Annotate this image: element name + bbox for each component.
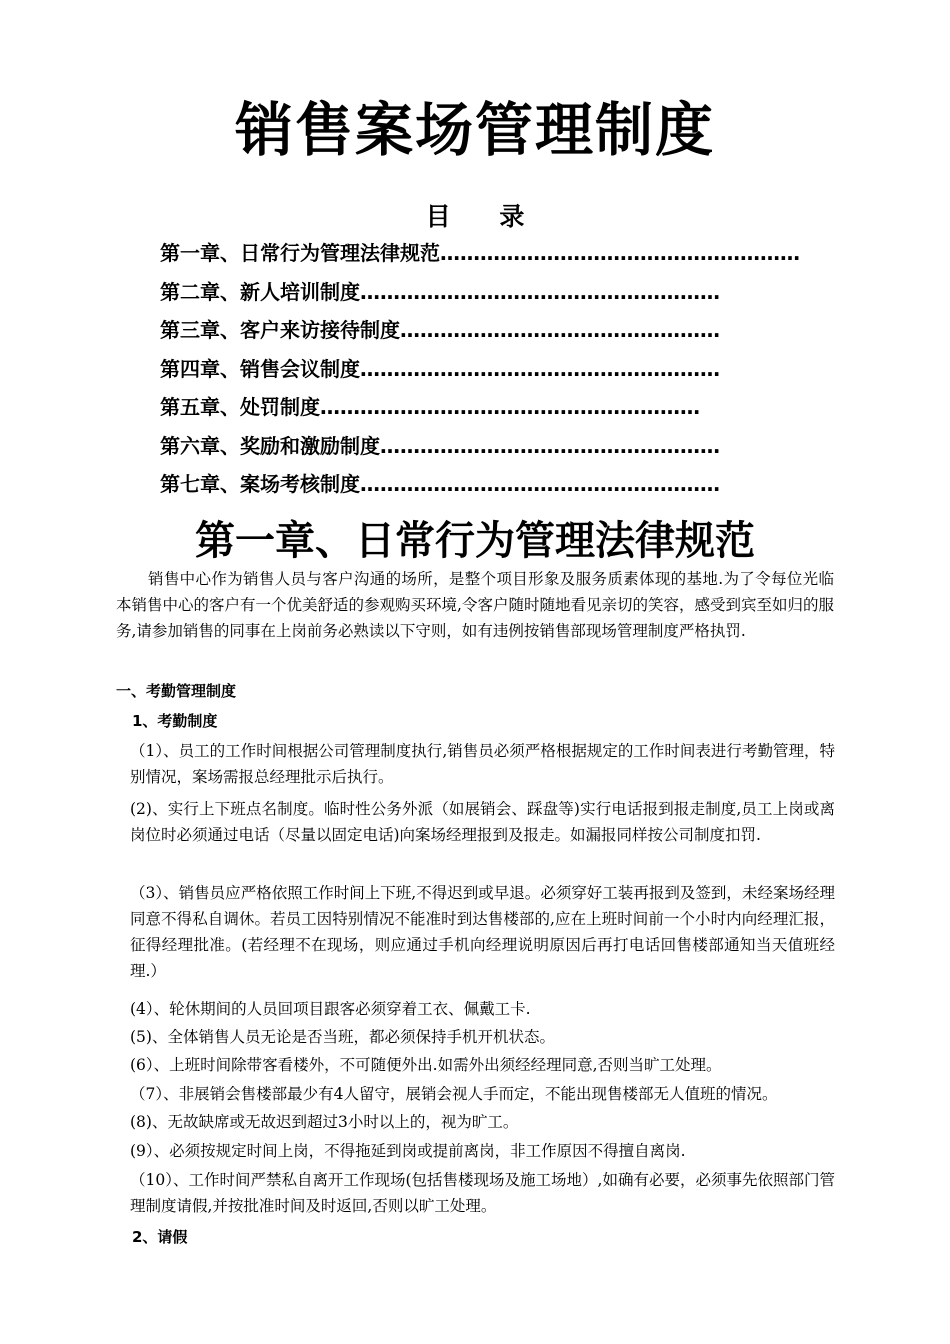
toc-entry-label: 第五章、处罚制度 xyxy=(160,395,320,419)
rule-item: (2)、实行上下班点名制度。临时性公务外派（如展销会、踩盘等)实行电话报到报走制度,员工上岗或离岗位时必须通过电话（尽量以固定电话)向案场经理报到及报走。如漏报同样按公司制度扣罚. xyxy=(130,800,835,844)
toc-leader-dots: ………………………………………… xyxy=(400,318,720,342)
toc-leader-dots: …………………………………………… xyxy=(380,433,720,458)
toc-entry-label: 第七章、案场考核制度 xyxy=(160,472,360,496)
toc-entry xyxy=(160,352,850,391)
rule-item: （7）、非展销会售楼部最少有4人留守，展销会视人手而定，不能出现售楼部无人值班的情况。 xyxy=(130,1085,778,1103)
rule-item: (4）、轮休期间的人员回项目跟客必须穿着工衣、佩戴工卡. xyxy=(130,1000,531,1018)
toc-entry xyxy=(160,467,850,506)
section-title: 一、考勤管理制度 xyxy=(116,682,237,700)
toc-leader-dots: ………………………………………………… xyxy=(320,395,700,419)
rule-item: （10）、工作时间严禁私自离开工作现场(包括售楼现场及施工场地）,如确有必要，必须事先依照部门管理制度请假,并按批准时间及时返回,否则以旷工处理。 xyxy=(130,1171,835,1215)
rule-item: （1）、员工的工作时间根据公司管理制度执行,销售员必须严格根据规定的工作时间表进行考勤管理，特别情况，案场需报总经理批示后执行。 xyxy=(130,742,835,786)
table-of-contents xyxy=(160,236,850,506)
toc-entry-label: 第二章、新人培训制度 xyxy=(160,279,360,304)
toc-heading: 目 录 xyxy=(425,202,525,231)
rule-item: (6）、上班时间除带客看楼外，不可随便外出.如需外出须经经理同意,否则当旷工处理。 xyxy=(130,1056,722,1074)
chapter-heading: 第一章、日常行为管理法律规范 xyxy=(195,517,755,564)
rule-item: (5)、全体销售人员无论是否当班，都必须保持手机开机状态。 xyxy=(130,1028,555,1046)
document-title: 销售案场管理制度 xyxy=(234,96,715,164)
toc-entry-label: 第四章、销售会议制度 xyxy=(160,356,360,381)
intro-paragraph: 销售中心作为销售人员与客户沟通的场所，是整个项目形象及服务质素体现的基地.为了令每位光临本销售中心的客户有一个优美舒适的参观购买环境,令客户随时随地看见亲切的笑容，感受到宾至如归的服务,请参加销售的同事在上岗前务必熟读以下守则，如有违例按销售部现场管理制度严格执罚. xyxy=(116,570,834,640)
toc-leader-dots: ……………………………………………… xyxy=(360,356,720,381)
rule-item: （3）、销售员应严格依照工作时间上下班,不得迟到或早退。必须穿好工装再报到及签到，未经案场经理同意不得私自调休。若员工因特别情况不能准时到达售楼部的,应在上班时间前一个小时内向经理汇报，征得经理批准。(若经理不在现场，则应通过手机向经理说明原因后再打电话回售楼部通知当天值班经理.） xyxy=(130,884,835,980)
toc-entry-label: 第三章、客户来访接待制度 xyxy=(160,318,400,342)
toc-entry-label: 第六章、奖励和激励制度 xyxy=(160,433,380,458)
subsection-title: 1、考勤制度 xyxy=(132,712,218,730)
toc-entry xyxy=(160,429,850,468)
toc-entry xyxy=(160,236,850,275)
toc-entry-label: 第一章、日常行为管理法律规范 xyxy=(160,241,440,265)
toc-leader-dots: ……………………………………………… xyxy=(360,279,720,304)
rule-item: (9）、必须按规定时间上岗，不得拖延到岗或提前离岗，非工作原因不得擅自离岗. xyxy=(130,1142,686,1160)
toc-entry xyxy=(160,313,850,352)
toc-leader-dots: ……………………………………………… xyxy=(440,241,800,265)
toc-entry xyxy=(160,275,850,314)
toc-entry xyxy=(160,390,850,429)
toc-leader-dots: ……………………………………………… xyxy=(360,472,720,496)
rule-item: (8)、无故缺席或无故迟到超过3小时以上的，视为旷工。 xyxy=(130,1113,519,1131)
subsection-title: 2、请假 xyxy=(132,1228,188,1246)
